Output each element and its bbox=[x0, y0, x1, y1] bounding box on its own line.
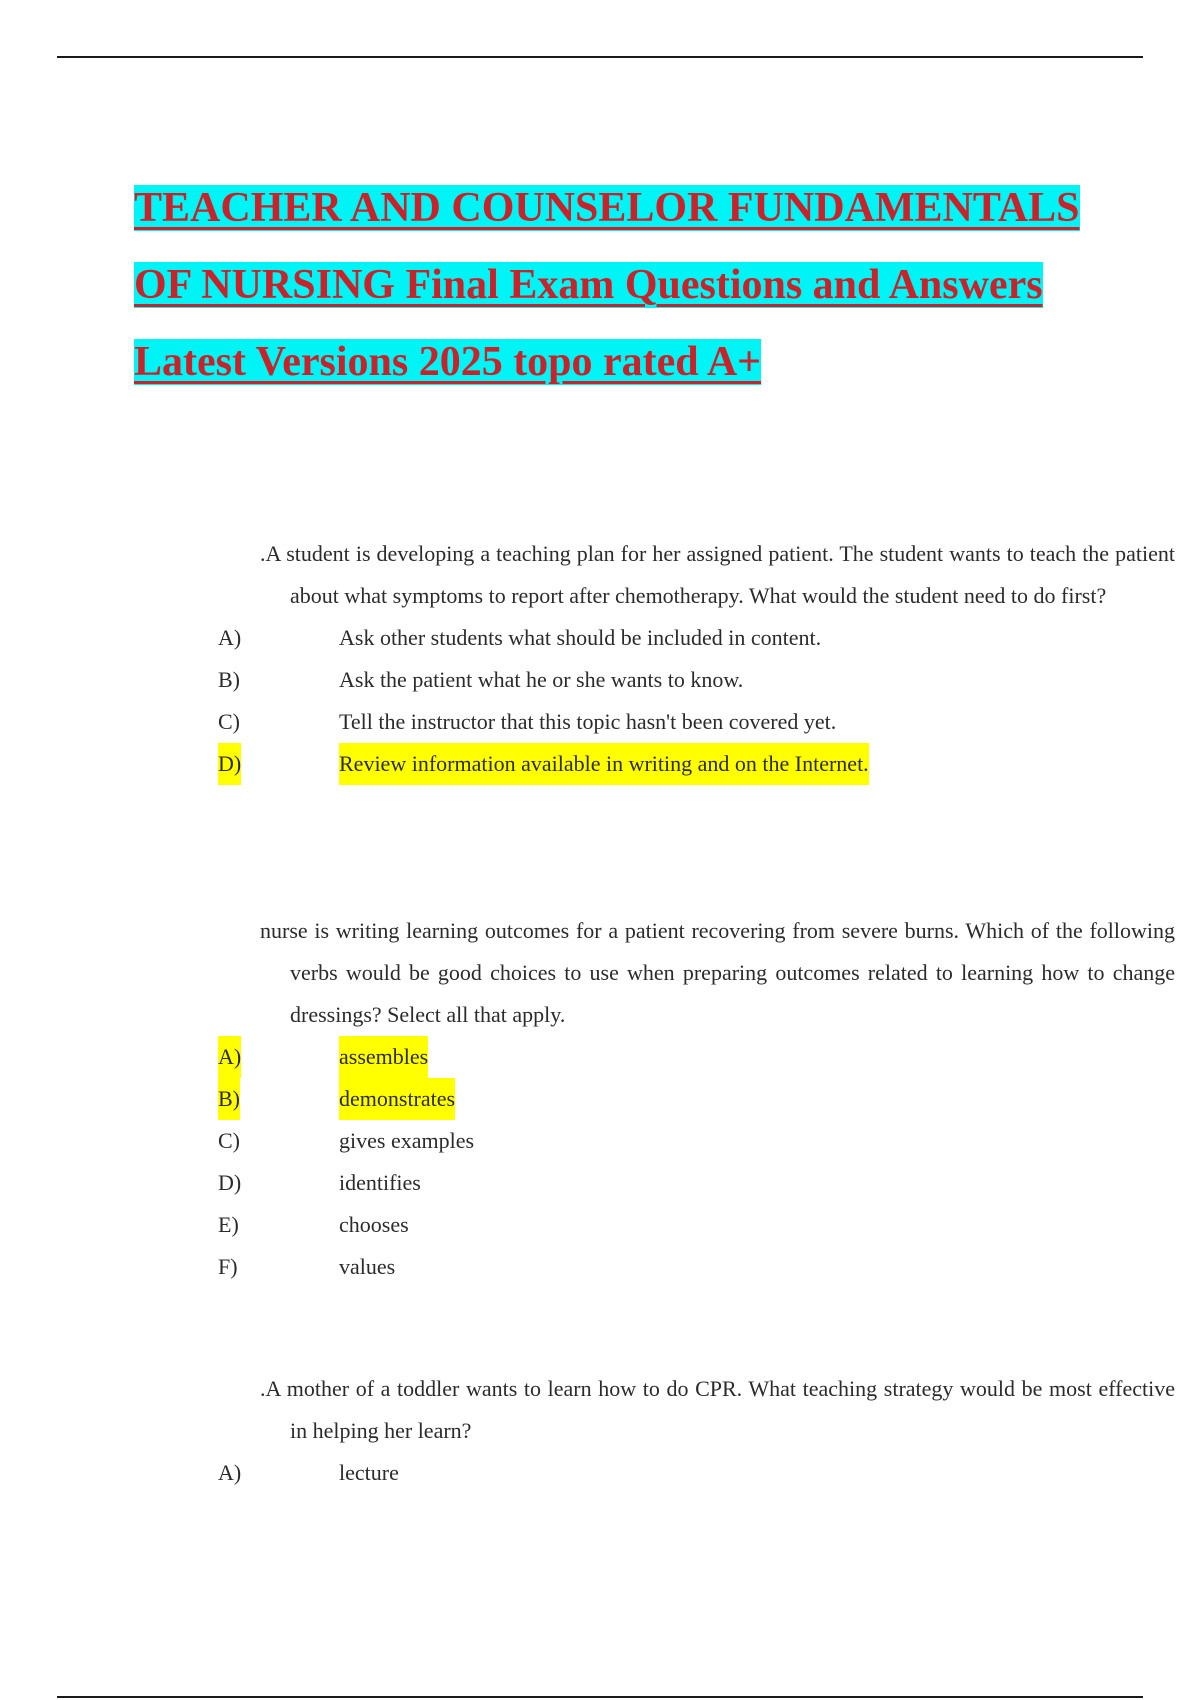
title-line-2: OF NURSING Final Exam Questions and Answers bbox=[134, 262, 1043, 308]
question-stem: .A mother of a toddler wants to learn how to do CPR. What teaching strategy would be most effective in helping her learn? bbox=[260, 1376, 1175, 1443]
option-letter: C) bbox=[218, 709, 240, 734]
option-text: values bbox=[339, 1254, 396, 1279]
option-a bbox=[0, 1452, 1200, 1494]
option-letter: A) bbox=[218, 625, 242, 650]
option-a bbox=[0, 617, 1200, 659]
option-text: gives examples bbox=[339, 1128, 475, 1153]
question-stem: .A student is developing a teaching plan for her assigned patient. The student wants to teach the patient about what symptoms to report after chemotherapy. What would the student need to do first? bbox=[260, 541, 1175, 608]
option-text: chooses bbox=[339, 1212, 409, 1237]
answer-options bbox=[0, 617, 1200, 785]
option-a-correct bbox=[0, 1036, 1200, 1078]
option-text: lecture bbox=[339, 1460, 399, 1485]
option-c bbox=[0, 701, 1200, 743]
option-text: Ask the patient what he or she wants to know. bbox=[339, 667, 744, 692]
title-line-3: Latest Versions 2025 topo rated A+ bbox=[134, 339, 762, 385]
question-2 bbox=[0, 910, 1200, 1288]
option-letter: F) bbox=[218, 1254, 238, 1279]
option-letter: D) bbox=[218, 743, 241, 785]
answer-options bbox=[0, 1452, 1200, 1494]
option-text: Review information available in writing and on the Internet. bbox=[339, 743, 869, 785]
option-d-correct bbox=[0, 743, 1200, 785]
option-letter: A) bbox=[218, 1460, 242, 1485]
option-letter: B) bbox=[218, 1078, 240, 1120]
title-line-1: TEACHER AND COUNSELOR FUNDAMENTALS bbox=[134, 185, 1080, 231]
option-d bbox=[0, 1162, 1200, 1204]
question-1 bbox=[0, 533, 1200, 785]
option-letter: B) bbox=[218, 667, 240, 692]
option-text: demonstrates bbox=[339, 1078, 455, 1120]
document-title bbox=[134, 170, 1154, 401]
option-text: assembles bbox=[339, 1036, 428, 1078]
answer-options bbox=[0, 1036, 1200, 1288]
option-f bbox=[0, 1246, 1200, 1288]
option-e bbox=[0, 1204, 1200, 1246]
option-letter: E) bbox=[218, 1212, 239, 1237]
option-b bbox=[0, 659, 1200, 701]
option-text: Ask other students what should be included in content. bbox=[339, 625, 822, 650]
option-c bbox=[0, 1120, 1200, 1162]
question-stem: nurse is writing learning outcomes for a patient recovering from severe burns. Which of the following verbs would be good choices to use when preparing outcomes related to learning how to change dressings? Select all that apply. bbox=[260, 918, 1175, 1027]
option-letter: D) bbox=[218, 1170, 242, 1195]
option-b-correct bbox=[0, 1078, 1200, 1120]
bottom-rule bbox=[57, 1696, 1143, 1698]
option-text: Tell the instructor that this topic hasn't been covered yet. bbox=[339, 709, 837, 734]
option-text: identifies bbox=[339, 1170, 421, 1195]
question-3 bbox=[0, 1368, 1200, 1494]
top-rule bbox=[57, 56, 1143, 58]
option-letter: C) bbox=[218, 1128, 240, 1153]
option-letter: A) bbox=[218, 1036, 241, 1078]
